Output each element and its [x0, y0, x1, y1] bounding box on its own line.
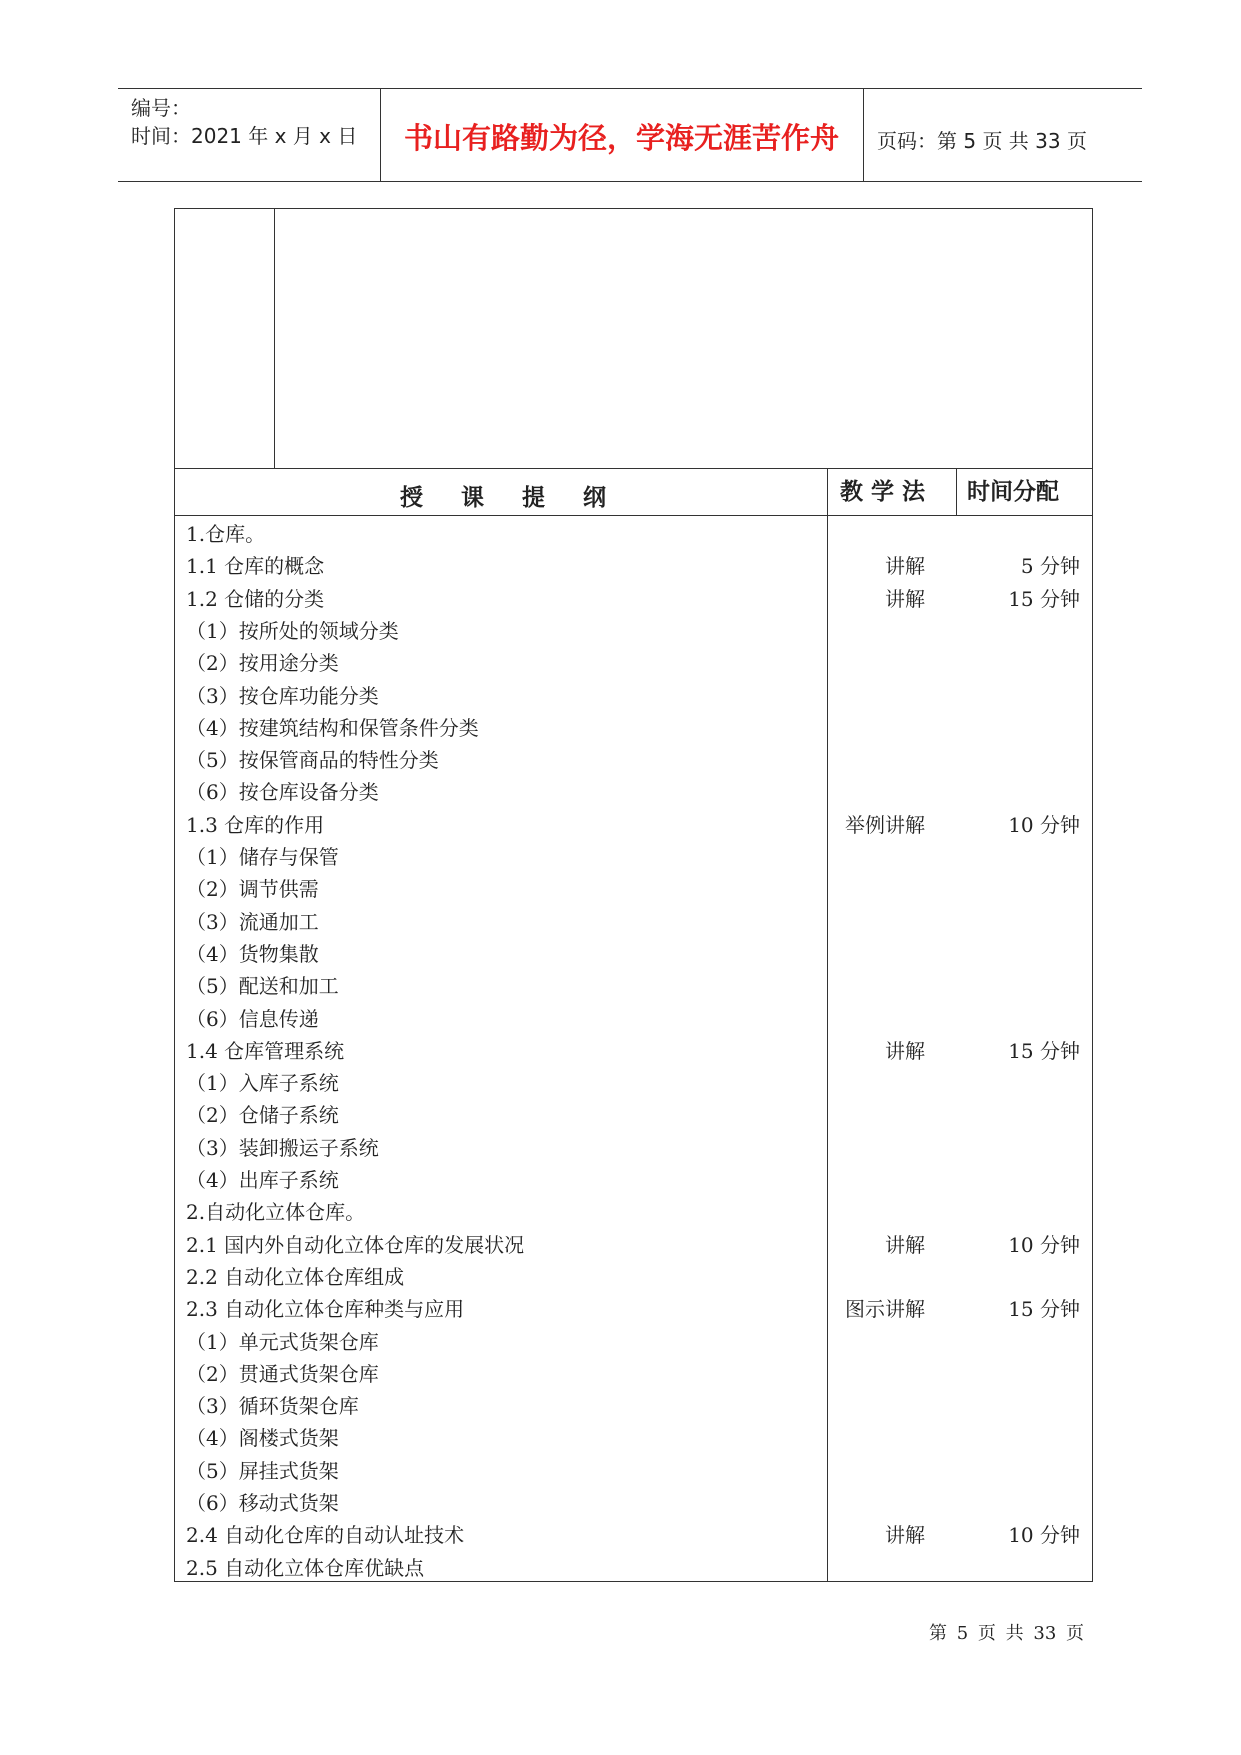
time-allocation: 10 分钟 — [1008, 1233, 1080, 1257]
header-divider-right — [863, 88, 864, 181]
method-heading: 教 学 法 — [840, 479, 926, 505]
time-allocation: 15 分钟 — [1008, 1297, 1080, 1321]
outline-row-text: 1.1 仓库的概念 — [186, 554, 325, 578]
header-top-rule — [118, 88, 1142, 89]
outline-row-text: （5）配送和加工 — [186, 974, 339, 998]
time-allocation: 15 分钟 — [1008, 587, 1080, 611]
outline-row-text: （5）屏挂式货架 — [186, 1459, 339, 1483]
outline-row-text: 1.3 仓库的作用 — [186, 813, 325, 837]
teaching-method: 图示讲解 — [845, 1297, 925, 1321]
outline-heading: 授课提纲 — [400, 485, 644, 511]
teaching-method: 讲解 — [885, 1039, 925, 1063]
time-allocation: 10 分钟 — [1008, 813, 1080, 837]
outline-row-text: 1.4 仓库管理系统 — [186, 1039, 345, 1063]
time-allocation: 15 分钟 — [1008, 1039, 1080, 1063]
header-bottom-rule — [118, 181, 1142, 182]
teaching-method: 举例讲解 — [845, 813, 925, 837]
outline-row-text: （3）按仓库功能分类 — [186, 684, 379, 708]
time-allocation-heading: 时间分配 — [967, 479, 1059, 505]
footer-page-number: 第 5 页 共 33 页 — [929, 1623, 1084, 1644]
method-column-divider — [827, 468, 828, 1582]
outline-row-text: （3）循环货架仓库 — [186, 1394, 359, 1418]
teaching-method: 讲解 — [885, 587, 925, 611]
outline-row-text: （3）装卸搬运子系统 — [186, 1136, 379, 1160]
outline-row-text: （4）出库子系统 — [186, 1168, 339, 1192]
outline-row-text: 2.5 自动化立体仓库优缺点 — [186, 1556, 425, 1580]
outline-row-text: （4）按建筑结构和保管条件分类 — [186, 716, 479, 740]
outline-row-text: （6）移动式货架 — [186, 1491, 339, 1515]
document-number-label: 编号： — [131, 96, 191, 120]
outline-row-text: （4）货物集散 — [186, 942, 319, 966]
outline-row-text: （1）按所处的领域分类 — [186, 619, 399, 643]
header-motto: 书山有路勤为径，学海无涯苦作舟 — [403, 121, 839, 155]
time-column-divider — [956, 468, 957, 515]
outline-row-text: （5）按保管商品的特性分类 — [186, 748, 439, 772]
time-allocation: 10 分钟 — [1008, 1523, 1080, 1547]
outline-row-text: （2）调节供需 — [186, 877, 319, 901]
outline-row-text: （2）贯通式货架仓库 — [186, 1362, 379, 1386]
outline-row-text: 2.4 自动化仓库的自动认址技术 — [186, 1523, 465, 1547]
time-allocation: 5 分钟 — [1020, 554, 1080, 578]
outline-row-text: （1）储存与保管 — [186, 845, 339, 869]
teaching-method: 讲解 — [885, 554, 925, 578]
outline-row-text: 2.自动化立体仓库。 — [186, 1200, 366, 1224]
outline-row-text: （2）按用途分类 — [186, 651, 339, 675]
document-time-label: 时间：2021 年 x 月 x 日 — [131, 124, 358, 148]
teaching-method: 讲解 — [885, 1233, 925, 1257]
outline-row-text: （3）流通加工 — [186, 910, 319, 934]
outline-row-text: （1）入库子系统 — [186, 1071, 339, 1095]
outline-row-text: 2.1 国内外自动化立体仓库的发展状况 — [186, 1233, 525, 1257]
outline-row-text: 2.3 自动化立体仓库种类与应用 — [186, 1297, 465, 1321]
outline-row-text: （6）信息传递 — [186, 1007, 319, 1031]
teaching-method: 讲解 — [885, 1523, 925, 1547]
outline-row-text: 1.2 仓储的分类 — [186, 587, 325, 611]
outline-row-text: 2.2 自动化立体仓库组成 — [186, 1265, 405, 1289]
heading-row-bottom-rule — [174, 515, 1093, 516]
outline-row-text: （1）单元式货架仓库 — [186, 1330, 379, 1354]
outline-row-text: 1.仓库。 — [186, 522, 266, 546]
outline-row-text: （4）阁楼式货架 — [186, 1426, 339, 1450]
outline-row-text: （6）按仓库设备分类 — [186, 780, 379, 804]
top-section-divider — [274, 208, 275, 468]
header-page-code: 页码：第 5 页 共 33 页 — [877, 129, 1087, 153]
outline-row-text: （2）仓储子系统 — [186, 1103, 339, 1127]
